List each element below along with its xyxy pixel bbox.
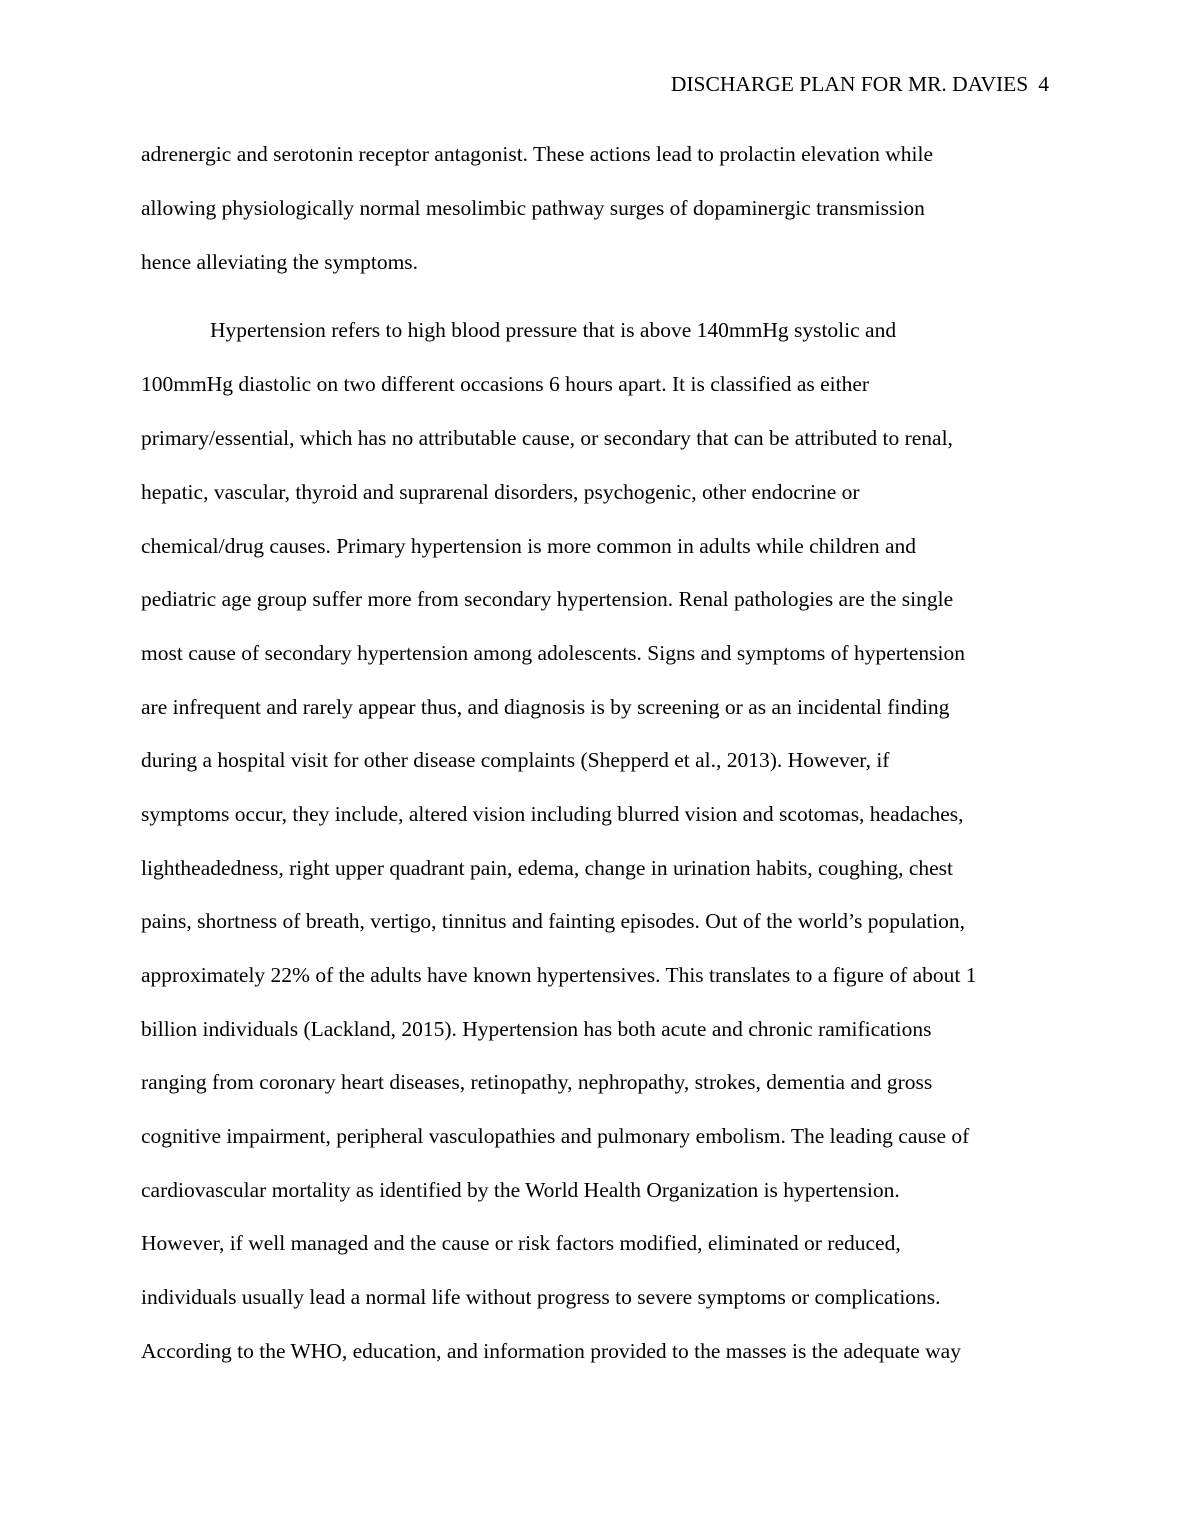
running-head [671, 70, 1049, 98]
paragraph-2-line: ranging from coronary heart diseases, retinopathy, nephropathy, strokes, dementia and gross [141, 1070, 933, 1094]
paragraph-2-line: primary/essential, which has no attributable cause, or secondary that can be attributed to renal, [141, 426, 953, 450]
paragraph-2-line: lightheadedness, right upper quadrant pain, edema, change in urination habits, coughing, chest [141, 856, 953, 880]
paragraph-2-line: individuals usually lead a normal life without progress to severe symptoms or complications. [141, 1285, 941, 1309]
paragraph-2-line: are infrequent and rarely appear thus, and diagnosis is by screening or as an incidental finding [141, 695, 950, 719]
paragraph-2-line: hepatic, vascular, thyroid and suprarenal disorders, psychogenic, other endocrine or [141, 480, 860, 504]
page-number: 4 [1038, 72, 1049, 96]
paragraph-2-line: pediatric age group suffer more from secondary hypertension. Renal pathologies are the single [141, 587, 954, 611]
paragraph-2-line: 100mmHg diastolic on two different occasions 6 hours apart. It is classified as either [141, 372, 870, 396]
paragraph-1-line: allowing physiologically normal mesolimbic pathway surges of dopaminergic transmission [141, 196, 925, 220]
paragraph-2-line: approximately 22% of the adults have known hypertensives. This translates to a figure of about 1 [141, 963, 977, 987]
paragraph-2-line: pains, shortness of breath, vertigo, tinnitus and fainting episodes. Out of the world’s population, [141, 909, 966, 933]
paragraph-1-line: hence alleviating the symptoms. [141, 250, 419, 274]
paragraph-2-line: chemical/drug causes. Primary hypertension is more common in adults while children and [141, 534, 916, 558]
paragraph-2-first-line: Hypertension refers to high blood pressure that is above 140mmHg systolic and [210, 318, 897, 342]
paragraph-1-line: adrenergic and serotonin receptor antagonist. These actions lead to prolactin elevation while [141, 142, 934, 166]
paragraph-2-line: However, if well managed and the cause or risk factors modified, eliminated or reduced, [141, 1231, 901, 1255]
paragraph-2-line: cognitive impairment, peripheral vasculopathies and pulmonary embolism. The leading cause of [141, 1124, 970, 1148]
paragraph-2-line: symptoms occur, they include, altered vision including blurred vision and scotomas, headaches, [141, 802, 964, 826]
paragraph-2-line: According to the WHO, education, and information provided to the masses is the adequate way [141, 1339, 961, 1363]
paragraph-2-line: billion individuals (Lackland, 2015). Hypertension has both acute and chronic ramifications [141, 1017, 932, 1041]
paragraph-2-line: during a hospital visit for other disease complaints (Shepperd et al., 2013). However, if [141, 748, 890, 772]
paragraph-2-line: most cause of secondary hypertension among adolescents. Signs and symptoms of hypertension [141, 641, 966, 665]
paragraph-2-line: cardiovascular mortality as identified by the World Health Organization is hypertension. [141, 1178, 900, 1202]
running-head-title: DISCHARGE PLAN FOR MR. DAVIES [670, 72, 1029, 96]
